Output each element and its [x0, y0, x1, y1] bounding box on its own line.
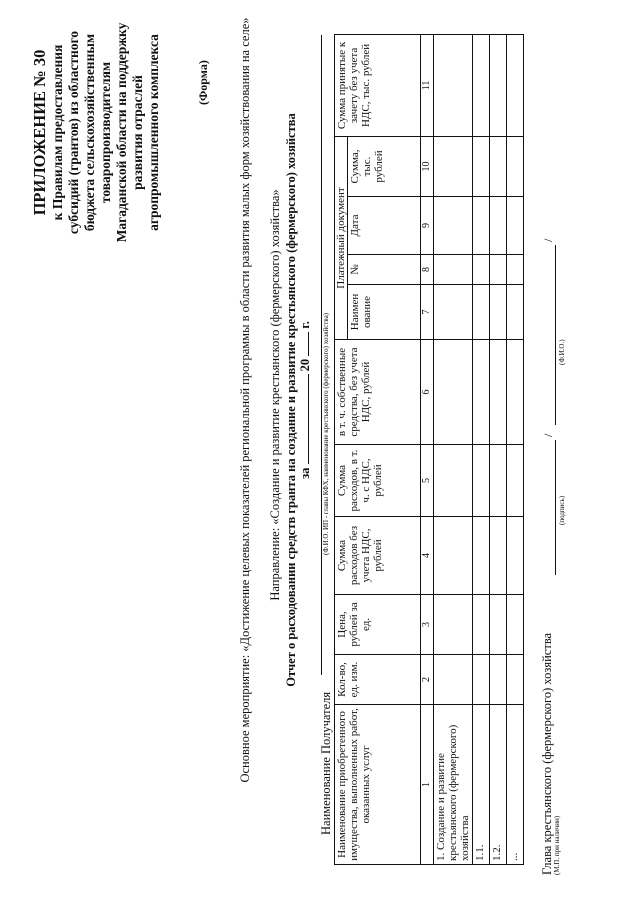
period-suffix: г. [298, 321, 312, 329]
col-header: Сумма расходов без учета НДС, рублей [335, 517, 421, 595]
table-cell [473, 255, 490, 285]
direction: Направление: «Создание и развитие крестьянского (фермерского) хозяйства» [268, 189, 282, 601]
col-number: 11 [421, 34, 434, 136]
signature-line [555, 440, 556, 575]
table-cell [507, 340, 524, 445]
appendix-line: товаропроизводителям [98, 61, 113, 204]
table-cell [507, 285, 524, 340]
recipient-caption: (Ф.И.О. ИП - главы КФХ, наименование крестьянского (фермерского) хозяйства) [322, 312, 330, 555]
col-header: в т. ч. собственные средства, без учета НДС, рублей [335, 340, 421, 445]
table-cell [490, 34, 507, 136]
row-label: ... [507, 705, 524, 865]
table-cell [490, 136, 507, 196]
appendix-line: Магаданской области на поддержку [114, 22, 129, 243]
table-cell [490, 255, 507, 285]
col-header: Наимен ование [348, 285, 421, 340]
table-row [507, 34, 524, 864]
period-year: 20 [298, 358, 312, 372]
column-number-row [421, 34, 434, 864]
table-cell [434, 255, 473, 285]
year-blank [297, 332, 309, 356]
appendix-title: ПРИЛОЖЕНИЕ № 30 [30, 49, 49, 216]
table-cell [490, 340, 507, 445]
table-cell [473, 285, 490, 340]
col-number: 5 [421, 445, 434, 517]
table-cell [434, 445, 473, 517]
table-cell [473, 197, 490, 255]
period-prefix: за [298, 467, 312, 479]
table-cell [434, 517, 473, 595]
table-cell [490, 517, 507, 595]
col-number: 3 [421, 595, 434, 655]
fio-line [555, 245, 556, 425]
table-cell [507, 655, 524, 705]
report-title: Отчет о расходовании средств гранта на создание и развитие крестьянского (фермерского) хозяйства [284, 113, 298, 687]
table-cell [507, 34, 524, 136]
table-cell [507, 445, 524, 517]
table-cell [434, 655, 473, 705]
fio-caption: (Ф.И.О.) [558, 339, 566, 365]
table-cell [507, 197, 524, 255]
period-blank [297, 374, 309, 464]
table-cell [507, 136, 524, 196]
table-cell [490, 595, 507, 655]
appendix-line: к Правилам предоставления [50, 44, 65, 221]
table-cell [434, 136, 473, 196]
col-number: 7 [421, 285, 434, 340]
table-cell [434, 340, 473, 445]
col-number: 9 [421, 197, 434, 255]
col-number: 4 [421, 517, 434, 595]
main-measure: Основное мероприятие: «Достижение целевых показателей региональной программы в области развития малых форм хозяйствования на селе» [238, 17, 252, 783]
table-cell [473, 340, 490, 445]
row-label: 1.2. [490, 705, 507, 865]
col-header: Кол-во, ед. изм. [335, 655, 421, 705]
report-period [297, 15, 313, 785]
head-label: Глава крестьянского (фермерского) хозяйства [540, 632, 554, 875]
table-cell [434, 34, 473, 136]
table-cell [507, 255, 524, 285]
col-header: Сумма принятые к зачету без учета НДС, тыс. рублей [335, 34, 421, 136]
sign-caption: (подпись) [558, 495, 566, 525]
header-row [335, 34, 348, 864]
recipient-label: Наименование Получателя [319, 691, 333, 835]
payment-group-header: Платежный документ [335, 136, 348, 339]
table-cell [434, 595, 473, 655]
table-row [490, 34, 507, 864]
seal-note: (М.П. при наличии) [553, 815, 561, 875]
col-header: № [348, 255, 421, 285]
table-cell [473, 517, 490, 595]
table-cell [507, 517, 524, 595]
appendix-block [30, 10, 162, 255]
table-cell [490, 197, 507, 255]
table-cell [434, 285, 473, 340]
col-number: 10 [421, 136, 434, 196]
row-label: 1. Создание и развитие крестьянского (фермерского) хозяйства [434, 705, 473, 865]
table-row [434, 34, 473, 864]
separator-slash: / [541, 433, 555, 437]
table-cell [490, 445, 507, 517]
col-header: Сумма расходов, в т. ч. с НДС, рублей [335, 445, 421, 517]
expense-report-table [334, 34, 524, 865]
table-cell [490, 285, 507, 340]
table-cell [473, 655, 490, 705]
appendix-line: бюджета сельскохозяйственным [82, 33, 97, 232]
table-cell [473, 595, 490, 655]
table-cell [473, 34, 490, 136]
col-header: Сумма, тыс. рублей [348, 136, 421, 196]
col-header: Цена, рублей за ед. [335, 595, 421, 655]
table-cell [507, 595, 524, 655]
appendix-line: развития отраслей [130, 75, 145, 190]
table-cell [473, 445, 490, 517]
col-number: 2 [421, 655, 434, 705]
col-number: 1 [421, 705, 434, 865]
col-header: Дата [348, 197, 421, 255]
col-number: 6 [421, 340, 434, 445]
col-header: Наименование приобретенного имущества, выполненных работ, оказанных услуг [335, 705, 421, 865]
table-cell [473, 136, 490, 196]
appendix-line: агропромышленного комплекса [146, 34, 161, 231]
table-cell [434, 197, 473, 255]
separator-slash: / [541, 238, 555, 242]
table-row [473, 34, 490, 864]
col-number: 8 [421, 255, 434, 285]
appendix-line: субсидий (грантов) из областного [66, 30, 81, 235]
row-label: 1.1. [473, 705, 490, 865]
form-label: (Форма) [196, 60, 210, 105]
table-cell [490, 655, 507, 705]
